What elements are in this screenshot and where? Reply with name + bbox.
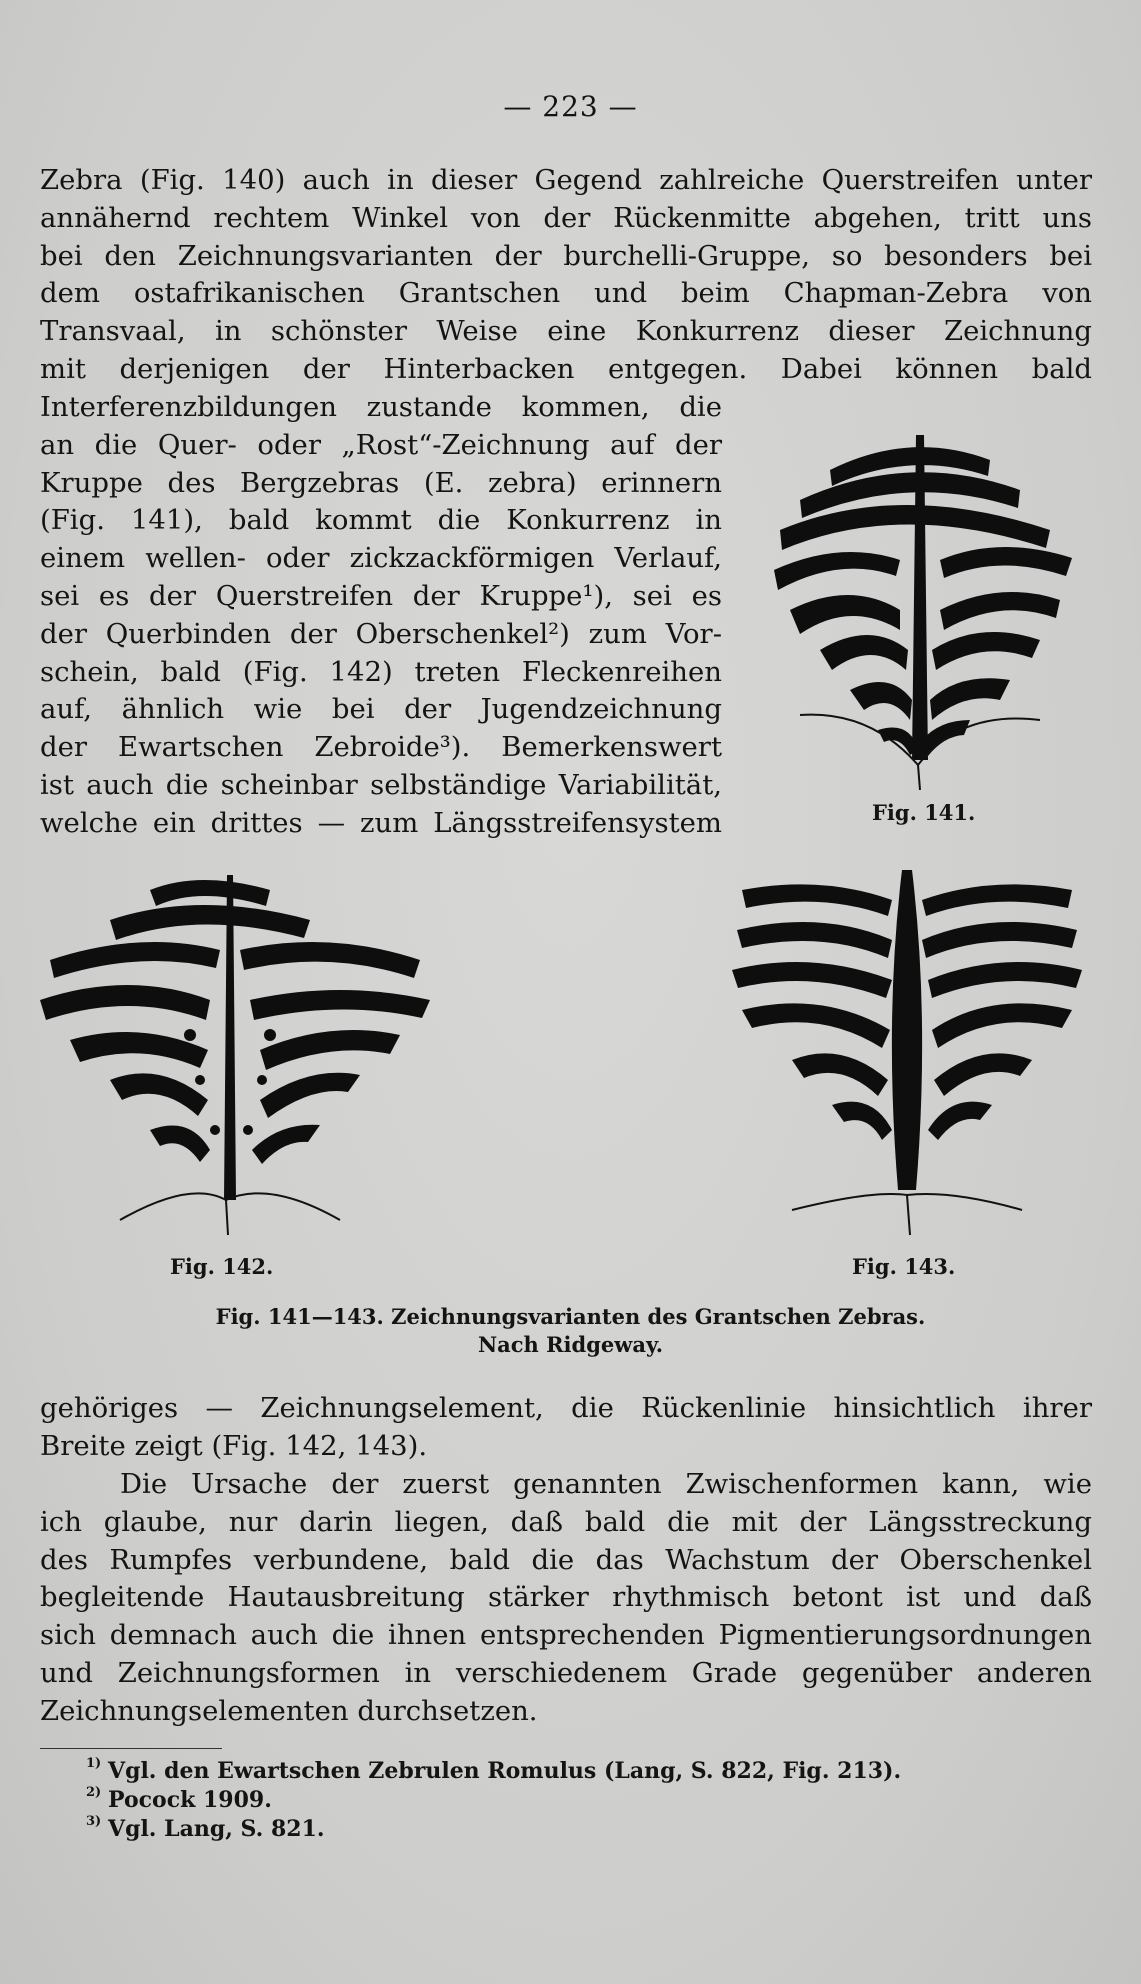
text-line: bei den Zeichnungsvarianten der burchelli-Gruppe, so besonders bei	[40, 239, 1092, 272]
page-number: — 223 —	[503, 90, 638, 123]
paragraph-3	[40, 1390, 1092, 1466]
footnote-text: Vgl. den Ewartschen Zebrulen Romulus (Lang, S. 822, Fig. 213).	[108, 1758, 902, 1784]
paragraph-1	[40, 162, 1092, 389]
text-line: mit derjenigen der Hinterbacken entgegen. Dabei können bald	[40, 352, 1092, 385]
footnote-mark: 3)	[86, 1814, 102, 1829]
footnote-mark: 2)	[86, 1785, 102, 1800]
fig-141-label: Fig. 141.	[872, 800, 976, 825]
figure-143-zebra-stripe-pattern	[732, 870, 1082, 1240]
text-line: der Querbinden der Oberschenkel²) zum Vor-	[40, 617, 722, 650]
footnote-mark: 1)	[86, 1756, 102, 1771]
text-line: (Fig. 141), bald kommt die Konkurrenz in	[40, 504, 722, 537]
figure-caption-line-1: Fig. 141—143. Zeichnungsvarianten des Grantschen Zebras.	[215, 1304, 926, 1329]
footnote	[86, 1756, 902, 1784]
text-line: ich glaube, nur darin liegen, daß bald die mit der Längsstreckung	[40, 1505, 1092, 1538]
text-line: Kruppe des Bergzebras (E. zebra) erinnern	[40, 466, 722, 499]
text-line: begleitende Hautausbreitung stärker rhythmisch betont ist und daß	[40, 1581, 1092, 1614]
text-line: Breite zeigt (Fig. 142, 143).	[40, 1429, 428, 1462]
footnote	[86, 1814, 325, 1842]
footnote-text: Vgl. Lang, S. 821.	[108, 1816, 325, 1842]
figure-caption	[0, 1303, 1141, 1359]
text-line: einem wellen- oder zickzackförmigen Verlauf,	[40, 542, 722, 575]
text-line: Zeichnungselementen durchsetzen.	[40, 1694, 538, 1727]
figure-142-zebra-stripe-pattern	[40, 870, 430, 1240]
text-line: Interferenzbildungen zustande kommen, die	[40, 391, 722, 423]
footnote-rule	[40, 1748, 222, 1749]
text-line: sei es der Querstreifen der Kruppe¹), sei es	[40, 579, 722, 612]
text-line: und Zeichnungsformen in verschiedenem Grade gegenüber anderen	[40, 1656, 1092, 1689]
footnote	[86, 1785, 272, 1813]
text-line: des Rumpfes verbundene, bald die das Wachstum der Oberschenkel	[40, 1543, 1092, 1576]
figure-141-zebra-stripe-pattern	[760, 420, 1090, 790]
paragraph-4	[40, 1466, 1092, 1731]
text-line: gehöriges — Zeichnungselement, die Rückenlinie hinsichtlich ihrer	[40, 1392, 1092, 1424]
footnote-text: Pocock 1909.	[108, 1787, 272, 1813]
text-line: Die Ursache der zuerst genannten Zwischenformen kann, wie	[120, 1468, 1092, 1500]
text-line: schein, bald (Fig. 142) treten Fleckenreihen	[40, 655, 722, 688]
fig-143-label: Fig. 143.	[852, 1254, 956, 1279]
text-line: auf, ähnlich wie bei der Jugendzeichnung	[40, 693, 722, 726]
text-line: Zebra (Fig. 140) auch in dieser Gegend zahlreiche Querstreifen unter	[40, 164, 1092, 196]
figure-caption-line-2: Nach Ridgeway.	[477, 1332, 664, 1357]
text-line: der Ewartschen Zebroide³). Bemerkenswert	[40, 731, 722, 764]
text-line: annähernd rechtem Winkel von der Rückenmitte abgehen, tritt uns	[40, 201, 1092, 234]
text-line: dem ostafrikanischen Grantschen und beim Chapman-Zebra von	[40, 277, 1092, 310]
text-line: sich demnach auch die ihnen entsprechenden Pigmentierungsordnungen	[40, 1619, 1092, 1652]
text-line: ist auch die scheinbar selbständige Variabilität,	[40, 768, 722, 801]
text-line: welche ein drittes — zum Längsstreifensystem	[40, 806, 722, 839]
text-line: Transvaal, in schönster Weise eine Konkurrenz dieser Zeichnung	[40, 315, 1092, 348]
fig-142-label: Fig. 142.	[170, 1254, 274, 1279]
text-line: an die Quer- oder „Rost“-Zeichnung auf der	[40, 428, 722, 461]
paragraph-2	[40, 389, 722, 843]
